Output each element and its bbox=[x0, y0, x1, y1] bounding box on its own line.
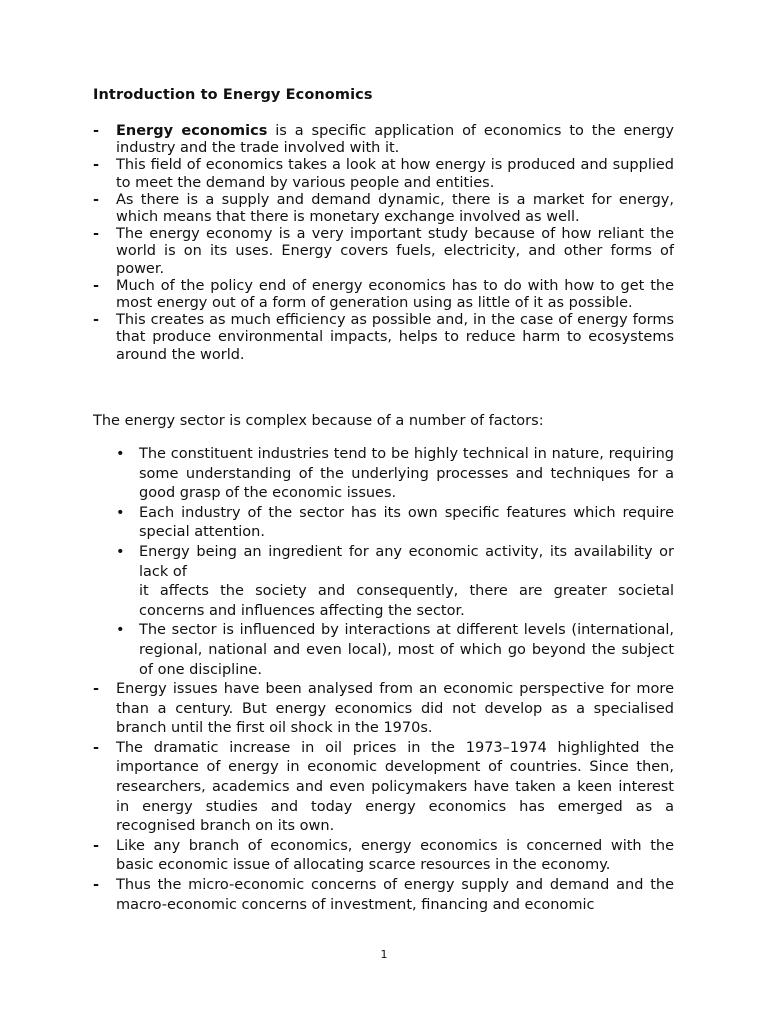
bullet-marker: • bbox=[116, 446, 125, 462]
list-item-text: Like any branch of economics, energy economics is concerned with the basic economic issue of allocating scarce resources in the economy. bbox=[116, 837, 674, 874]
list-item-text: As there is a supply and demand dynamic, there is a market for energy, which means that there is monetary exchange involved as well. bbox=[116, 191, 674, 226]
list-item bbox=[93, 837, 674, 876]
bullet-marker: • bbox=[116, 543, 125, 560]
list-item-text: Energy being an ingredient for any economic activity, its availability or lack of bbox=[139, 543, 674, 580]
list-item-text: it affects the society and consequently, there are greater societal concerns and influences affecting the sector. bbox=[139, 583, 674, 619]
list-item bbox=[93, 192, 674, 226]
intro-list bbox=[93, 123, 674, 364]
history-list bbox=[93, 680, 674, 915]
bullet-marker: • bbox=[116, 504, 125, 521]
list-item bbox=[93, 123, 674, 157]
list-item bbox=[116, 543, 674, 621]
dash-marker: - bbox=[93, 876, 100, 893]
list-item bbox=[93, 278, 674, 312]
factor-list bbox=[116, 445, 674, 680]
dash-marker: - bbox=[93, 123, 100, 139]
list-item bbox=[116, 445, 674, 504]
lead-paragraph: The energy sector is complex because of a number of factors: bbox=[93, 413, 544, 429]
list-item-text: Energy issues have been analysed from an economic perspective for more than a century. But energy economics did not develop as a specialised branch until the first oil shock in the 1970s. bbox=[116, 681, 674, 737]
list-item bbox=[93, 226, 674, 278]
dash-marker: - bbox=[93, 837, 100, 854]
list-item bbox=[93, 157, 674, 191]
list-item-text: Each industry of the sector has its own specific features which require special attention. bbox=[139, 504, 674, 541]
dash-marker: - bbox=[93, 191, 100, 208]
list-item-text: Thus the micro-economic concerns of energy supply and demand and the macro-economic concerns of investment, financing and economic bbox=[116, 876, 674, 913]
list-item bbox=[93, 680, 674, 739]
dash-marker: - bbox=[93, 157, 100, 174]
history-region bbox=[93, 680, 674, 916]
list-item-text: The energy economy is a very important study because of how reliant the world is on its uses. Energy covers fuels, electricity, and other forms of power. bbox=[116, 226, 674, 277]
dash-marker: - bbox=[93, 226, 100, 243]
list-item-text: This field of economics takes a look at how energy is produced and supplied to meet the demand by various people and entities. bbox=[116, 157, 674, 191]
list-item bbox=[116, 621, 674, 680]
list-item-text: The dramatic increase in oil prices in the 1973–1974 highlighted the importance of energy in economic development of countries. Since then, researchers, academics and even policymakers have taken a keen interest in energy studies and today energy economics has emerged as a recognised branch on its own. bbox=[116, 739, 674, 835]
bullet-marker: • bbox=[116, 622, 125, 639]
document-title: Introduction to Energy Economics bbox=[93, 87, 373, 103]
list-item-text: is a specific application of economics to the energy industry and the trade involved with it. bbox=[116, 123, 674, 157]
list-item bbox=[116, 504, 674, 543]
list-item-text: The sector is influenced by interactions at different levels (international, regional, national and even local), most of which go beyond the subject of one discipline. bbox=[139, 622, 674, 678]
list-item bbox=[93, 312, 674, 364]
list-item bbox=[93, 876, 674, 915]
list-item bbox=[93, 739, 674, 837]
dash-marker: - bbox=[93, 312, 100, 329]
list-item-text: Much of the policy end of energy economics has to do with how to get the most energy out of a form of generation using as little of it as possible. bbox=[116, 277, 674, 312]
dash-marker: - bbox=[93, 739, 100, 756]
dash-marker: - bbox=[93, 681, 100, 697]
list-item-text: The constituent industries tend to be highly technical in nature, requiring some understanding of the underlying processes and techniques for a good grasp of the economic issues. bbox=[139, 446, 674, 502]
list-item-text: This creates as much efficiency as possible and, in the case of energy forms that produce environmental impacts, helps to reduce harm to ecosystems around the world. bbox=[116, 312, 674, 363]
page-number: 1 bbox=[380, 948, 388, 961]
dash-marker: - bbox=[93, 277, 100, 294]
bold-term: Energy economics bbox=[116, 123, 268, 139]
